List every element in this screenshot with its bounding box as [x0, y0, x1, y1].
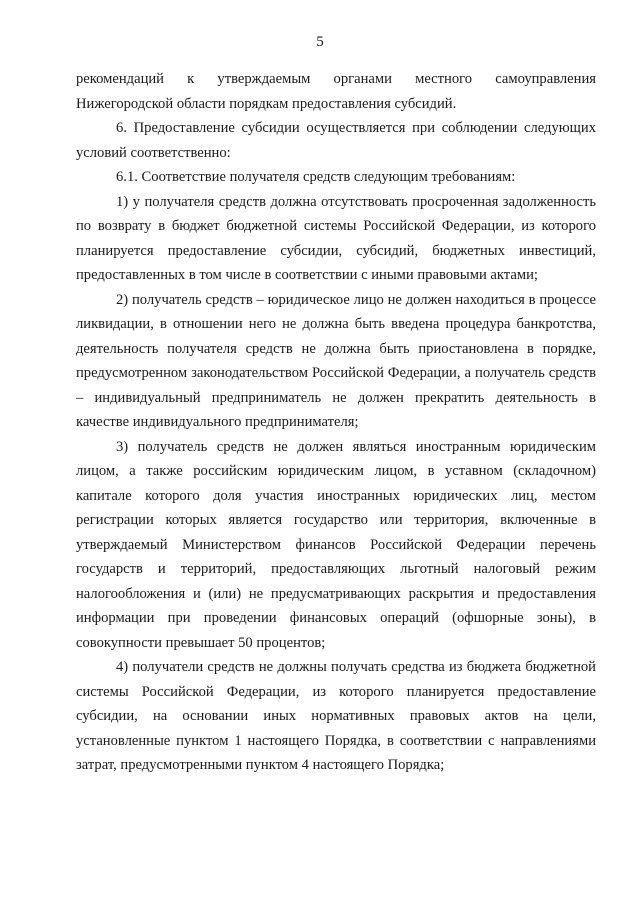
paragraph-section-6-1: 6.1. Соответствие получателя средств следующим требованиям:: [116, 169, 516, 185]
paragraph-continuation: рекомендаций к утверждаемым органами местного самоуправления Нижегородской области порядкам предоставления субсидий.: [76, 71, 596, 112]
paragraph-item-2: 2) получатель средств – юридическое лицо не должен находиться в процессе ликвидации, в отношении него не должна быть введена процедура банкротства, деятельность получателя средств не должна быть приостановлена в порядке, предусмотренном законодательством Российской Федерации, а получатель средств – индивидуальный предприниматель не должен прекратить деятельность в качестве индивидуального предпринимателя;: [76, 291, 596, 430]
paragraph-section-6: 6. Предоставление субсидии осуществляется при соблюдении следующих условий соответственно:: [76, 120, 596, 161]
document-body: [76, 67, 596, 778]
paragraph-item-4: 4) получатели средств не должны получать средства из бюджета бюджетной системы Российской Федерации, из которого планируется предоставление субсидии, на основании иных нормативных правовых актов на цели, установленные пунктом 1 настоящего Порядка, в соответствии с направлениями затрат, предусмотренными пунктом 4 настоящего Порядка;: [76, 659, 596, 773]
page-number: 5: [316, 34, 324, 50]
paragraph-item-3: 3) получатель средств не должен являться иностранным юридическим лицом, а также российским юридическим лицом, в уставном (складочном) капитале которого доля участия иностранных юридических лиц, местом регистрации которых является государство или территория, включенные в утверждаемый Министерством финансов Российской Федерации перечень государств и территорий, предоставляющих льготный налоговый режим налогообложения и (или) не предусматривающих раскрытия и предоставления информации при проведении финансовых операций (офшорные зоны), в совокупности превышает 50 процентов;: [76, 438, 596, 651]
paragraph-item-1: 1) у получателя средств должна отсутствовать просроченная задолженность по возврату в бюджет бюджетной системы Российской Федерации, из которого планируется предоставление субсидии, субсидий, бюджетных инвестиций, предоставленных в том числе в соответствии с иными правовыми актами;: [76, 193, 596, 283]
